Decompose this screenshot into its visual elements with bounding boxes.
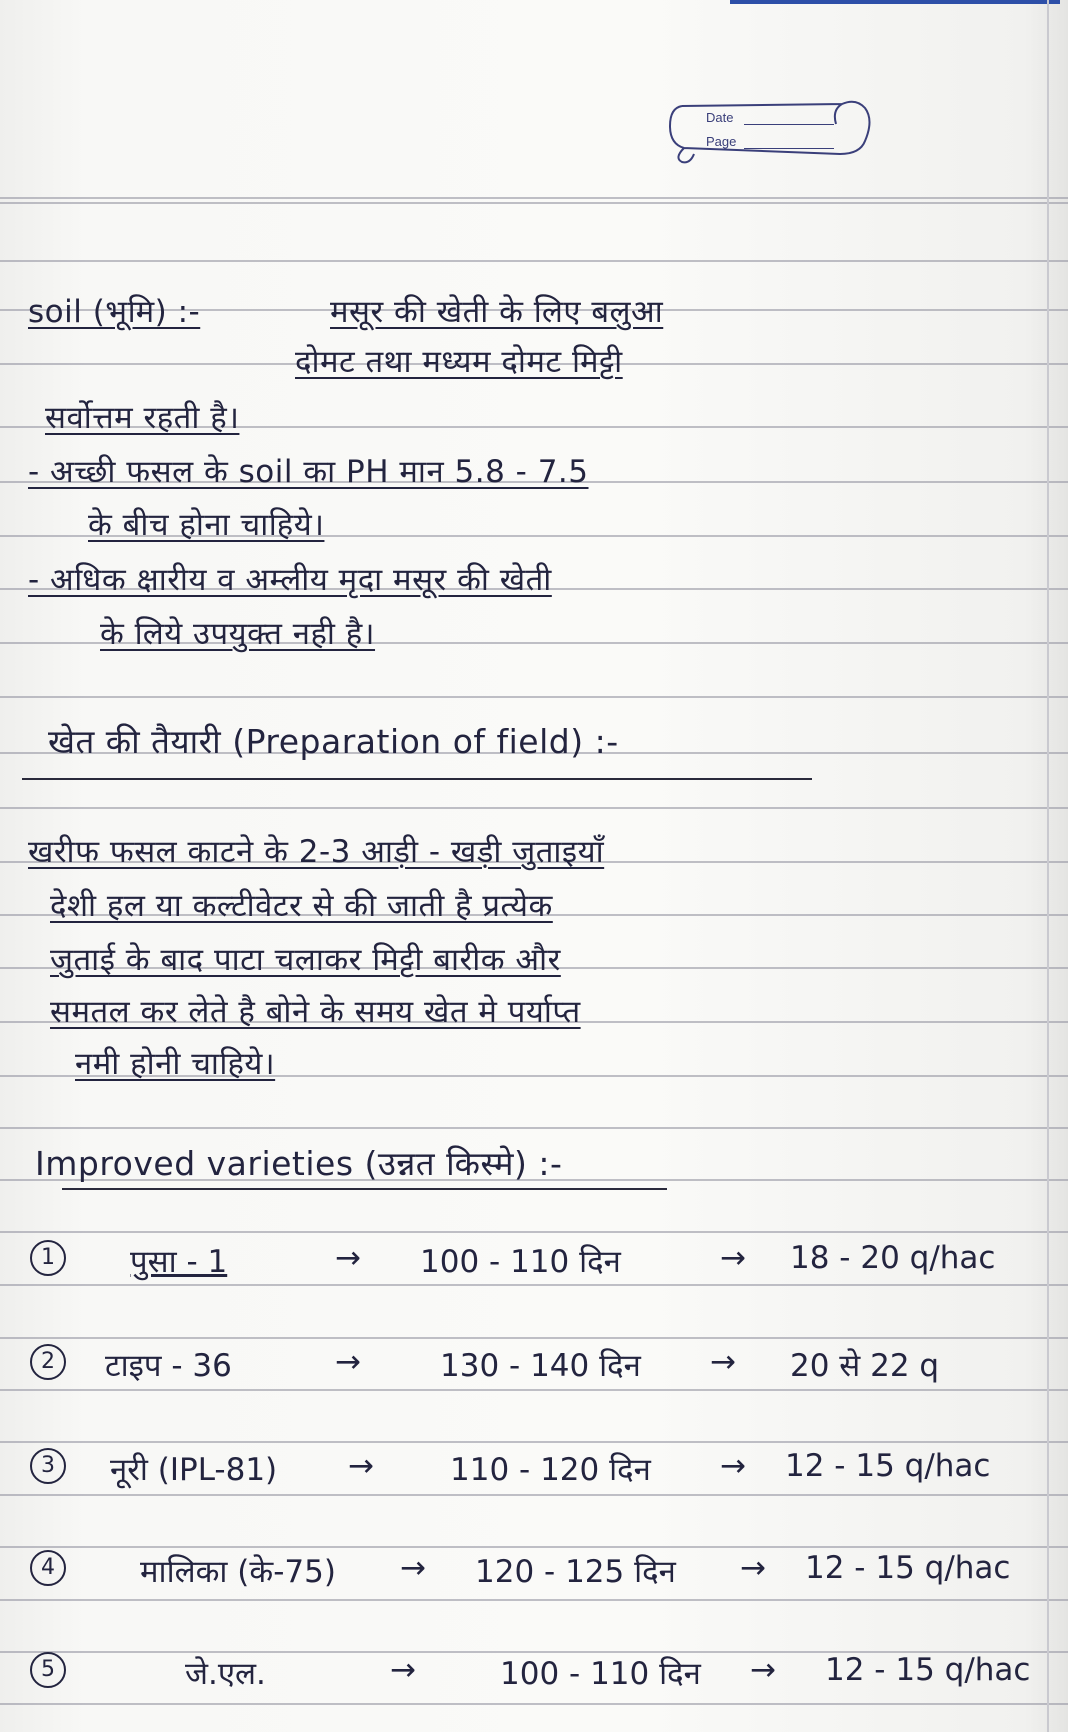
varieties-heading-rule bbox=[62, 1188, 667, 1190]
soil-line-2: दोमट तथा मध्यम दोमट मिट्टी bbox=[295, 344, 623, 380]
variety-name: पुसा - 1 bbox=[130, 1244, 228, 1280]
soil-bullet-2-line-1: - अधिक क्षारीय व अम्लीय मृदा मसूर की खेती bbox=[28, 562, 552, 598]
soil-line-3: सर्वोत्तम रहती है। bbox=[45, 400, 240, 436]
preparation-line-4: समतल कर लेते है बोने के समय खेत मे पर्याप्त bbox=[50, 994, 581, 1030]
date-label: Date bbox=[706, 110, 734, 125]
variety-row-4: 4 मालिका (के-75) → 120 - 125 दिन → 12 - 15 q/hac bbox=[30, 1550, 1050, 1594]
arrow-icon: → bbox=[348, 1448, 374, 1484]
arrow-icon: → bbox=[720, 1240, 746, 1276]
page-label: Page bbox=[706, 134, 737, 149]
soil-bullet-1-line-2: के बीच होना चाहिये। bbox=[88, 507, 325, 543]
variety-name: टाइप - 36 bbox=[105, 1348, 232, 1384]
page-line bbox=[744, 148, 834, 149]
soil-line-1: मसूर की खेती के लिए बलुआ bbox=[330, 294, 664, 330]
variety-name: मालिका (के-75) bbox=[140, 1554, 336, 1590]
variety-yield: 12 - 15 q/hac bbox=[805, 1550, 1011, 1586]
preparation-line-5: नमी होनी चाहिये। bbox=[75, 1046, 276, 1082]
variety-duration: 120 - 125 दिन bbox=[475, 1554, 676, 1590]
date-page-box bbox=[660, 96, 885, 166]
variety-row-1: 1 पुसा - 1 → 100 - 110 दिन → 18 - 20 q/hac bbox=[30, 1240, 1050, 1284]
soil-heading: soil (भूमि) :- bbox=[28, 294, 201, 330]
variety-yield: 12 - 15 q/hac bbox=[785, 1448, 991, 1484]
variety-yield: 18 - 20 q/hac bbox=[790, 1240, 996, 1276]
arrow-icon: → bbox=[390, 1652, 416, 1688]
date-line bbox=[744, 124, 834, 125]
scroll-frame-icon bbox=[660, 96, 885, 166]
preparation-heading: खेत की तैयारी (Preparation of field) :- bbox=[48, 722, 619, 761]
variety-duration: 110 - 120 दिन bbox=[450, 1452, 651, 1488]
variety-yield: 20 से 22 q bbox=[790, 1348, 940, 1384]
variety-row-2: 2 टाइप - 36 → 130 - 140 दिन → 20 से 22 q bbox=[30, 1344, 1050, 1388]
variety-row-5: 5 जे.एल. → 100 - 110 दिन → 12 - 15 q/hac bbox=[30, 1652, 1050, 1696]
arrow-icon: → bbox=[335, 1344, 361, 1380]
arrow-icon: → bbox=[400, 1550, 426, 1586]
preparation-line-2: देशी हल या कल्टीवेटर से की जाती है प्रत्येक bbox=[50, 888, 553, 924]
varieties-heading: Improved varieties (उन्नत किस्मे) :- bbox=[35, 1144, 563, 1183]
preparation-line-3: जुताई के बाद पाटा चलाकर मिट्टी बारीक और bbox=[50, 942, 561, 978]
arrow-icon: → bbox=[720, 1448, 746, 1484]
arrow-icon: → bbox=[740, 1550, 766, 1586]
arrow-icon: → bbox=[335, 1240, 361, 1276]
variety-row-3: 3 नूरी (IPL-81) → 110 - 120 दिन → 12 - 15 q/hac bbox=[30, 1448, 1050, 1492]
variety-yield: 12 - 15 q/hac bbox=[825, 1652, 1031, 1688]
preparation-heading-rule bbox=[22, 778, 812, 780]
variety-duration: 100 - 110 दिन bbox=[500, 1656, 701, 1692]
arrow-icon: → bbox=[710, 1344, 736, 1380]
variety-duration: 130 - 140 दिन bbox=[440, 1348, 641, 1384]
soil-bullet-2-line-2: के लिये उपयुक्त नही है। bbox=[100, 616, 376, 652]
variety-duration: 100 - 110 दिन bbox=[420, 1244, 621, 1280]
variety-name: जे.एल. bbox=[185, 1656, 266, 1692]
variety-name: नूरी (IPL-81) bbox=[110, 1452, 278, 1488]
arrow-icon: → bbox=[750, 1652, 776, 1688]
preparation-line-1: खरीफ फसल काटने के 2-3 आड़ी - खड़ी जुताइयाँ bbox=[28, 834, 605, 870]
soil-bullet-1-line-1: - अच्छी फसल के soil का PH मान 5.8 - 7.5 bbox=[28, 454, 589, 490]
